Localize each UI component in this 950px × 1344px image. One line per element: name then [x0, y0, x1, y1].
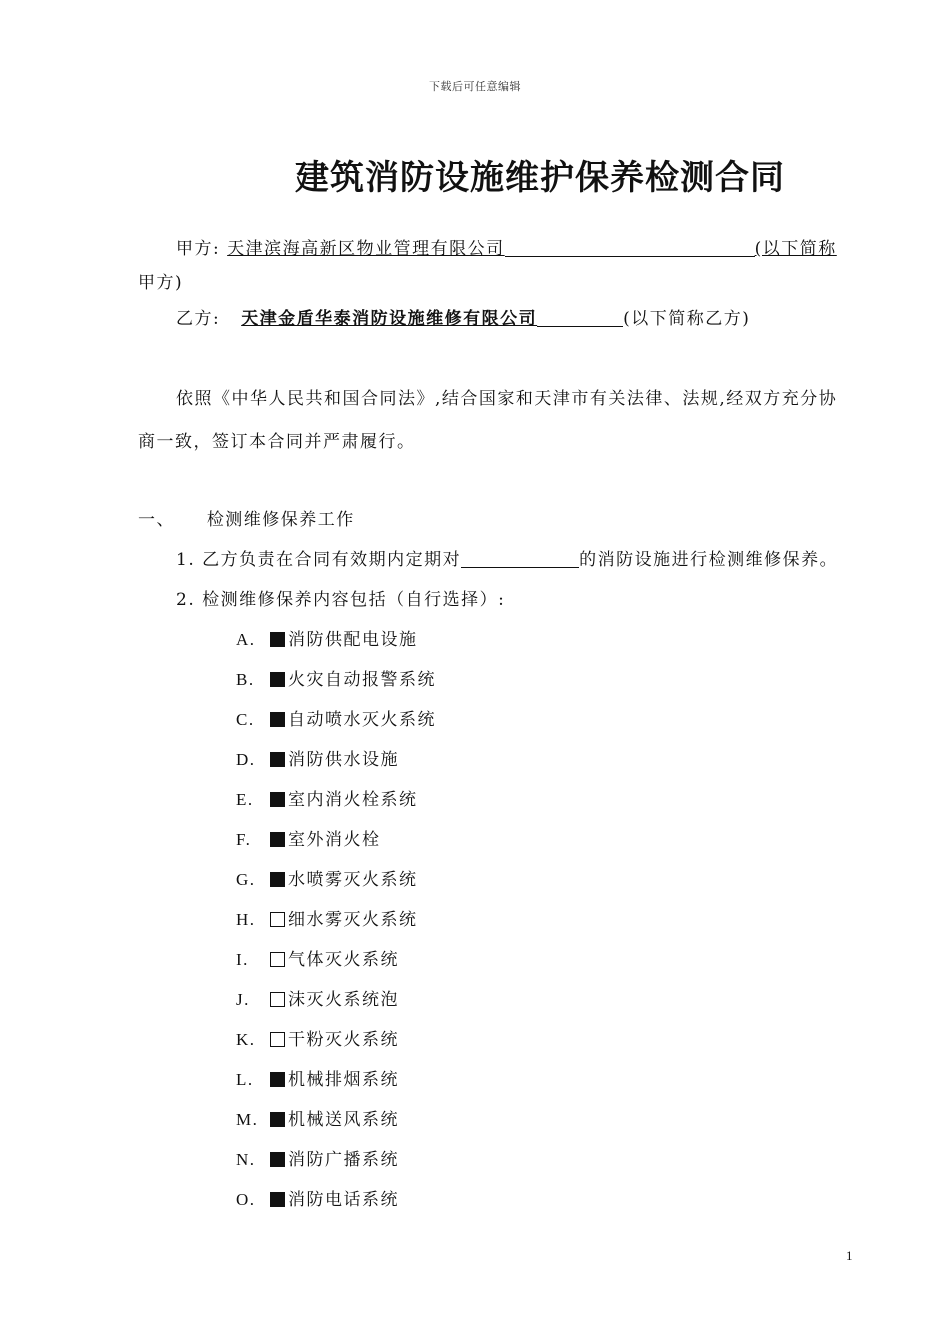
option-letter: L. [236, 1070, 254, 1089]
party-b-line [176, 304, 750, 329]
party-a-line [176, 234, 837, 259]
checked-checkbox[interactable] [270, 712, 285, 727]
option-letter: J. [236, 990, 250, 1009]
option-item [236, 1105, 399, 1130]
unchecked-checkbox[interactable] [270, 912, 285, 927]
item-1-prefix: 1. 乙方负责在合同有效期内定期对 [176, 550, 462, 570]
option-label: 消防电话系统 [288, 1190, 399, 1210]
option-label: 室外消火栓 [288, 830, 381, 850]
option-item [236, 945, 399, 970]
party-b-name: 天津金盾华泰消防设施维修有限公司 [241, 309, 538, 329]
option-label: 细水雾灭火系统 [288, 910, 418, 930]
option-item [236, 625, 418, 650]
section-1-heading [138, 505, 355, 530]
option-letter: H. [236, 910, 256, 929]
option-item [236, 785, 418, 810]
option-label: 自动喷水灭火系统 [288, 710, 436, 730]
option-item [236, 825, 381, 850]
option-letter: E. [236, 790, 254, 809]
checked-checkbox[interactable] [270, 752, 285, 767]
option-label: 机械排烟系统 [288, 1070, 399, 1090]
option-letter: N. [236, 1150, 256, 1169]
section-1-title: 检测维修保养工作 [206, 510, 355, 530]
option-label: 干粉灭火系统 [288, 1030, 399, 1050]
option-item [236, 1065, 399, 1090]
document-title: 建筑消防设施维护保养检测合同 [295, 158, 785, 198]
option-letter: K. [236, 1030, 256, 1049]
option-label: 水喷雾灭火系统 [288, 870, 418, 890]
option-item [236, 905, 418, 930]
option-letter: G. [236, 870, 256, 889]
checked-checkbox[interactable] [270, 1112, 285, 1127]
header-note: 下载后可任意编辑 [429, 80, 521, 93]
checked-checkbox[interactable] [270, 872, 285, 887]
option-letter: M. [236, 1110, 259, 1129]
section-1-item-1 [176, 545, 838, 570]
option-item [236, 665, 436, 690]
section-1-item-2: 2. 检测维修保养内容包括（自行选择）: [176, 590, 506, 610]
option-letter: I. [236, 950, 249, 969]
page-number: 1 [846, 1248, 853, 1263]
option-item [236, 865, 418, 890]
option-letter: A. [236, 630, 256, 649]
unchecked-checkbox[interactable] [270, 1032, 285, 1047]
item-1-suffix: 的消防设施进行检测维修保养。 [579, 550, 839, 570]
option-letter: O. [236, 1190, 256, 1209]
option-letter: C. [236, 710, 255, 729]
party-a-blank [505, 238, 755, 257]
option-label: 室内消火栓系统 [288, 790, 418, 810]
option-label: 火灾自动报警系统 [288, 670, 436, 690]
checked-checkbox[interactable] [270, 832, 285, 847]
party-a-suffix: (以下简称 [754, 239, 837, 259]
option-item [236, 1185, 399, 1210]
checked-checkbox[interactable] [270, 1192, 285, 1207]
party-a-name: 天津滨海高新区物业管理有限公司 [227, 239, 505, 259]
option-label: 气体灭火系统 [288, 950, 399, 970]
option-item [236, 1145, 399, 1170]
option-letter: B. [236, 670, 255, 689]
unchecked-checkbox[interactable] [270, 992, 285, 1007]
checked-checkbox[interactable] [270, 1072, 285, 1087]
unchecked-checkbox[interactable] [270, 952, 285, 967]
option-label: 消防供配电设施 [288, 630, 418, 650]
section-1-number: 一、 [138, 510, 175, 530]
option-item [236, 705, 436, 730]
option-item [236, 745, 399, 770]
option-item [236, 1025, 399, 1050]
option-item [236, 985, 399, 1010]
option-label: 沫灭火系统泡 [288, 990, 399, 1010]
option-label: 消防供水设施 [288, 750, 399, 770]
item-1-blank [461, 549, 579, 568]
party-a-suffix-line: 甲方) [138, 273, 184, 293]
checked-checkbox[interactable] [270, 1152, 285, 1167]
option-letter: D. [236, 750, 256, 769]
preamble-line-1: 依照《中华人民共和国合同法》,结合国家和天津市有关法律、法规,经双方充分协 [176, 389, 838, 409]
party-b-suffix: (以下简称乙方) [623, 309, 751, 329]
checked-checkbox[interactable] [270, 672, 285, 687]
preamble-line-2: 商一致，签订本合同并严肃履行。 [138, 432, 416, 452]
checked-checkbox[interactable] [270, 632, 285, 647]
option-label: 消防广播系统 [288, 1150, 399, 1170]
party-b-label: 乙方: [176, 309, 221, 329]
checked-checkbox[interactable] [270, 792, 285, 807]
party-a-label: 甲方: [176, 239, 221, 259]
option-label: 机械送风系统 [288, 1110, 399, 1130]
party-b-blank [537, 308, 623, 327]
option-letter: F. [236, 830, 252, 849]
